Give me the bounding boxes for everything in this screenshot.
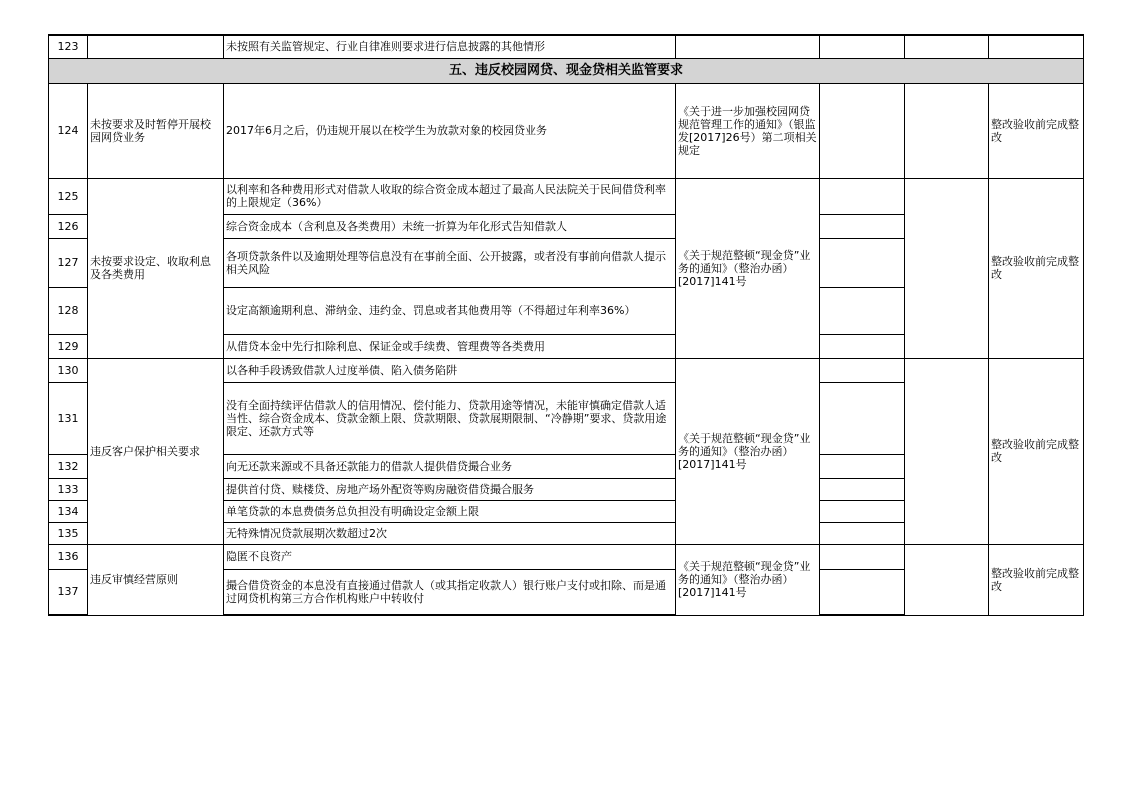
compliance-table — [48, 34, 1084, 616]
row-number: 123 — [49, 35, 88, 58]
remark-cell: 整改验收前完成整改 — [989, 178, 1084, 358]
row-number: 124 — [49, 83, 88, 178]
blank-cell — [820, 35, 905, 58]
description-cell: 以各种手段诱致借款人过度举债、陷入债务陷阱 — [224, 358, 676, 382]
description-cell: 未按照有关监管规定、行业自律准则要求进行信息披露的其他情形 — [224, 35, 676, 58]
description-cell: 无特殊情况贷款展期次数超过2次 — [224, 522, 676, 544]
section-title: 五、违反校园网贷、现金贷相关监管要求 — [49, 58, 1084, 83]
basis-cell: 《关于进一步加强校园网贷规范管理工作的通知》（银监发[2017]26号）第二项相关规定 — [676, 83, 820, 178]
basis-cell: 《关于规范整顿“现金贷”业务的通知》（整治办函）[2017]141号 — [676, 358, 820, 544]
row-number: 134 — [49, 500, 88, 522]
row-number: 126 — [49, 214, 88, 238]
blank-cell — [905, 83, 989, 178]
blank-cell — [820, 358, 905, 382]
blank-cell — [820, 522, 905, 544]
remark-cell: 整改验收前完成整改 — [989, 544, 1084, 615]
blank-cell — [820, 238, 905, 287]
blank-cell — [820, 214, 905, 238]
category-cell: 违反审慎经营原则 — [88, 544, 224, 615]
description-cell: 向无还款来源或不具备还款能力的借款人提供借贷撮合业务 — [224, 454, 676, 478]
row-number: 133 — [49, 478, 88, 500]
row-number: 125 — [49, 178, 88, 214]
description-cell: 隐匿不良资产 — [224, 544, 676, 569]
blank-cell — [905, 35, 989, 58]
blank-cell — [820, 544, 905, 569]
description-cell: 没有全面持续评估借款人的信用情况、偿付能力、贷款用途等情况，未能审慎确定借款人适当性、综合资金成本、贷款金额上限、贷款期限、贷款展期限制、“冷静期”要求、贷款用途限定、还款方式等 — [224, 382, 676, 454]
table-row — [49, 544, 1084, 569]
table-row — [49, 358, 1084, 382]
description-cell: 综合资金成本（含利息及各类费用）未统一折算为年化形式告知借款人 — [224, 214, 676, 238]
basis-cell: 《关于规范整顿“现金贷”业务的通知》（整治办函）[2017]141号 — [676, 544, 820, 615]
blank-cell — [820, 454, 905, 478]
description-cell: 撮合借贷资金的本息没有直接通过借款人（或其指定收款人）银行账户支付或扣除、而是通过网贷机构第三方合作机构账户中转收付 — [224, 569, 676, 615]
blank-cell — [820, 478, 905, 500]
blank-cell — [905, 358, 989, 544]
description-cell: 设定高额逾期利息、滞纳金、违约金、罚息或者其他费用等（不得超过年利率36%） — [224, 287, 676, 334]
description-cell: 提供首付贷、赎楼贷、房地产场外配资等购房融资借贷撮合服务 — [224, 478, 676, 500]
category-cell — [88, 35, 224, 58]
basis-cell — [676, 35, 820, 58]
row-number: 130 — [49, 358, 88, 382]
category-cell: 违反客户保护相关要求 — [88, 358, 224, 544]
category-cell: 未按要求设定、收取利息及各类费用 — [88, 178, 224, 358]
row-number: 135 — [49, 522, 88, 544]
description-cell: 2017年6月之后，仍违规开展以在校学生为放款对象的校园贷业务 — [224, 83, 676, 178]
remark-cell: 整改验收前完成整改 — [989, 358, 1084, 544]
blank-cell — [820, 178, 905, 214]
row-number: 127 — [49, 238, 88, 287]
blank-cell — [905, 544, 989, 615]
row-number: 129 — [49, 334, 88, 358]
blank-cell — [820, 500, 905, 522]
description-cell: 从借贷本金中先行扣除利息、保证金或手续费、管理费等各类费用 — [224, 334, 676, 358]
table-row — [49, 35, 1084, 58]
remark-cell: 整改验收前完成整改 — [989, 83, 1084, 178]
row-number: 132 — [49, 454, 88, 478]
row-number: 136 — [49, 544, 88, 569]
blank-cell — [820, 334, 905, 358]
blank-cell — [820, 83, 905, 178]
blank-cell — [820, 569, 905, 615]
description-cell: 单笔贷款的本息费债务总负担没有明确设定金额上限 — [224, 500, 676, 522]
row-number: 128 — [49, 287, 88, 334]
description-cell: 各项贷款条件以及逾期处理等信息没有在事前全面、公开披露，或者没有事前向借款人提示相关风险 — [224, 238, 676, 287]
description-cell: 以利率和各种费用形式对借款人收取的综合资金成本超过了最高人民法院关于民间借贷利率的上限规定（36%） — [224, 178, 676, 214]
table-row — [49, 178, 1084, 214]
row-number: 137 — [49, 569, 88, 615]
blank-cell — [905, 178, 989, 358]
basis-cell: 《关于规范整顿“现金贷”业务的通知》（整治办函）[2017]141号 — [676, 178, 820, 358]
category-cell: 未按要求及时暂停开展校园网贷业务 — [88, 83, 224, 178]
remark-cell — [989, 35, 1084, 58]
blank-cell — [820, 287, 905, 334]
section-header-row — [49, 58, 1084, 83]
blank-cell — [820, 382, 905, 454]
table-row — [49, 83, 1084, 178]
row-number: 131 — [49, 382, 88, 454]
